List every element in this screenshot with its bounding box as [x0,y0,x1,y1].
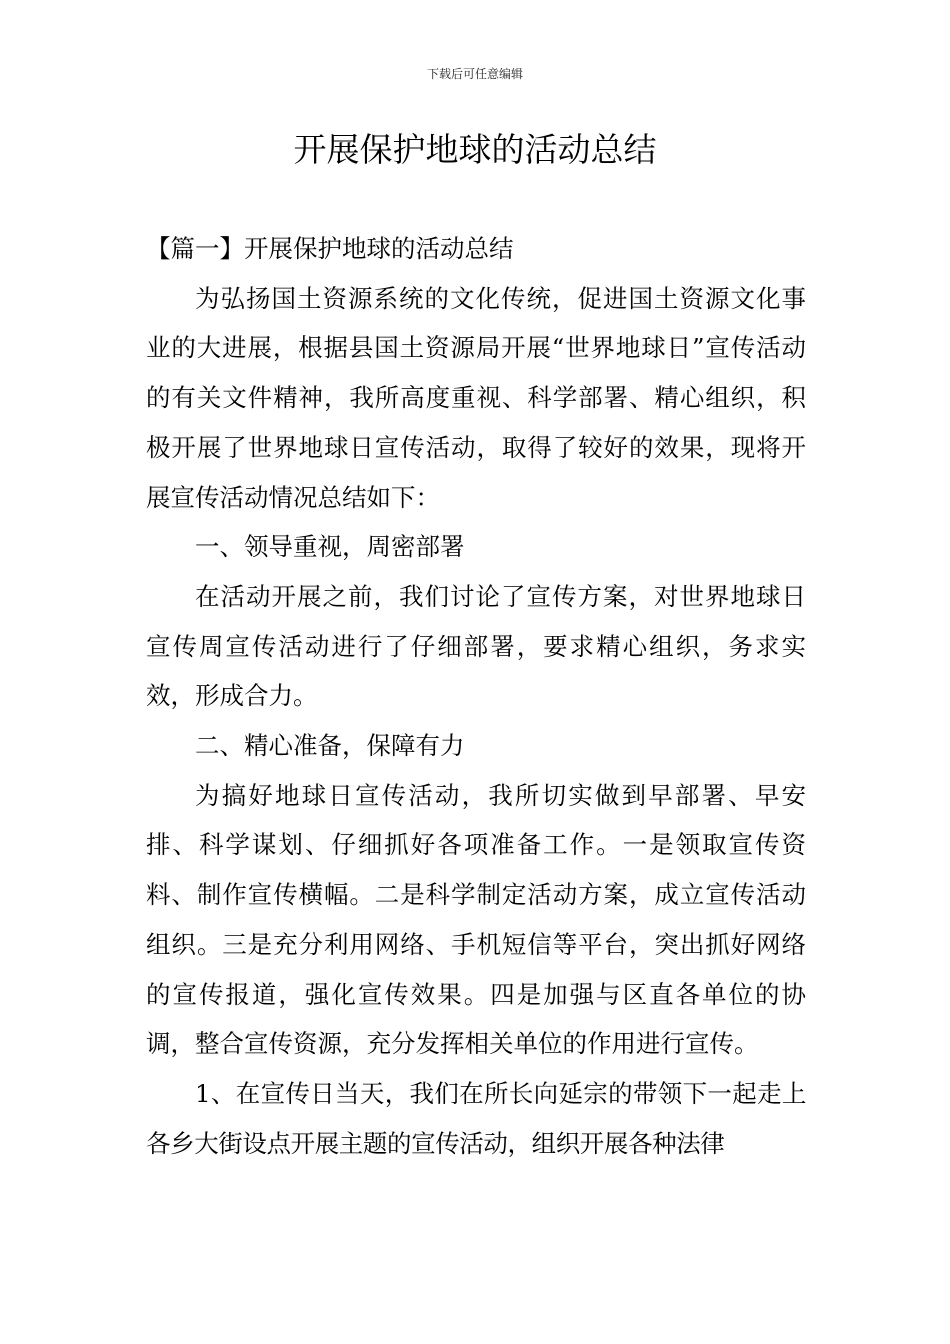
subheading-2: 二、精心准备，保障有力 [195,731,465,761]
header-note: 下载后可任意编辑 [426,67,523,81]
paragraph-intro: 为弘扬国土资源系统的文化传统，促进国土资源文化事业的大进展，根据县国土资源局开展“世界地球日”宣传活动的有关文件精神，我所高度重视、科学部署、精心组织，积极开展了世界地球日宣传活动，取得了较好的效果，现将开展宣传活动情况总结如下： [146,283,806,512]
document-body [146,224,806,1168]
section-heading: 【篇一】开展保护地球的活动总结 [146,234,514,263]
document-title: 开展保护地球的活动总结 [293,130,657,169]
subheading-1: 一、领导重视，周密部署 [195,532,465,562]
paragraph-planning: 在活动开展之前，我们讨论了宣传方案，对世界地球日宣传周宣传活动进行了仔细部署，要求精心组织，务求实效，形成合力。 [146,581,806,711]
paragraph-item-1: 1、在宣传日当天，我们在所长向延宗的带领下一起走上各乡大街设点开展主题的宣传活动，组织开展各种法律 [146,1078,806,1158]
paragraph-preparation: 为搞好地球日宣传活动，我所切实做到早部署、早安排、科学谋划、仔细抓好各项准备工作。一是领取宣传资料、制作宣传横幅。二是科学制定活动方案，成立宣传活动组织。三是充分利用网络、手机短信等平台，突出抓好网络的宣传报道，强化宣传效果。四是加强与区直各单位的协调，整合宣传资源，充分发挥相关单位的作用进行宣传。 [146,780,806,1059]
